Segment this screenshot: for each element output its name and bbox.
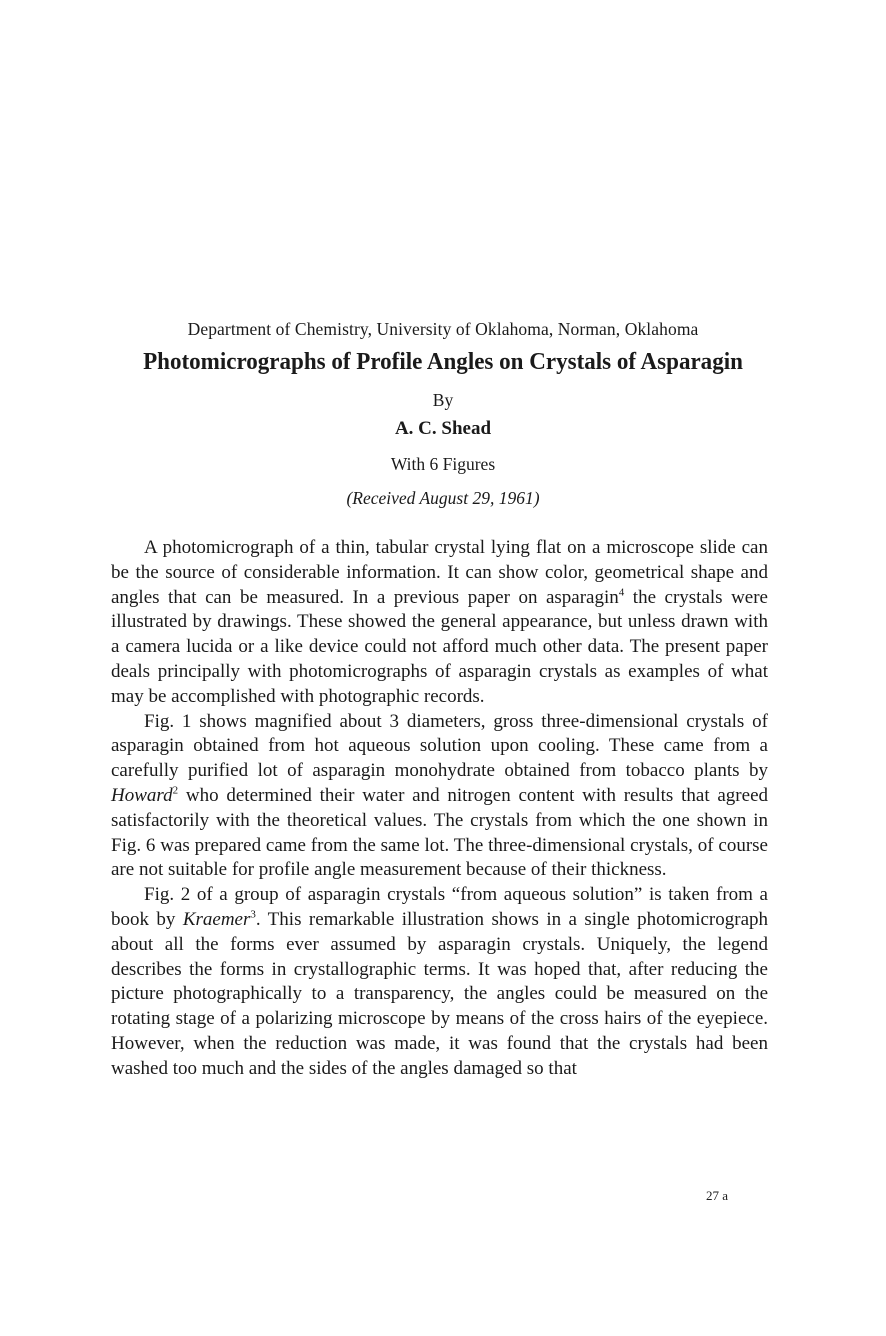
paragraph-text: Fig. 1 shows magnified about 3 diameters, gross three-dimensional crystals of asparagin obtained from hot aqueous solution upon cooling. These came from a carefully purified lot of asparagin monohydrate obtained from tobacco plants by: [111, 710, 768, 782]
paragraph-3: [111, 883, 768, 1081]
figures-note: With 6 Figures: [390, 454, 496, 474]
paragraph-text: Fig. 2 of a group of asparagin crystals “from aqueous solution” is taken from a book by: [111, 884, 768, 930]
received-date: (Received August 29, 1961): [346, 488, 540, 508]
paragraph-text: . This remarkable illustration shows in a single photomicrograph about all the forms ever assumed by asparagin crystals. Uniquely, the legend describes the forms in crystallographic terms. It was hoped that, after reducing the picture photographically to a transparency, the angles could be measured on the rotating stage of a polarizing microscope by means of the cross hairs of the eyepiece. However, when the reduction was made, it was found that the crystals had been washed too much and the sides of the angles damaged so that: [111, 908, 769, 1079]
page-folio: 27 a: [706, 1188, 729, 1203]
author-name: A. C. Shead: [394, 418, 492, 439]
cited-author: Howard: [111, 784, 173, 806]
reference-marker: 2: [172, 784, 179, 797]
affiliation: Department of Chemistry, University of Oklahoma, Norman, Oklahoma: [187, 319, 699, 339]
paragraph-1: [111, 536, 768, 710]
byline: By: [432, 390, 454, 410]
reference-marker: 4: [618, 586, 625, 599]
paragraph-text: A photomicrograph of a thin, tabular crystal lying flat on a microscope slide can be the source of considerable information. It can show color, geometrical shape and angles that can be measured. In a previous paper on asparagin: [111, 537, 768, 608]
reference-marker: 3: [250, 908, 256, 921]
paragraph-2: [111, 710, 768, 884]
paragraph-text: who determined their water and nitrogen content with results that agreed satisfactorily with the theoretical values. The crystals from which the one shown in Fig. 6 was prepared came from the same lot. The three-dimensional crystals, of course are not suitable for profile angle measurement because of their thickness.: [111, 784, 768, 881]
cited-author: Kraemer: [182, 908, 251, 930]
article-title: Photomicrographs of Profile Angles on Crystals of Asparagin: [143, 348, 743, 375]
paragraph-text: the crystals were illustrated by drawings. These showed the general appearance, but unless drawn with a camera lucida or a like device could not afford much other data. The present paper deals principally with photomicrographs of asparagin crystals as examples of what may be accomplished with photographic records.: [111, 586, 768, 707]
article-body: [111, 536, 768, 1082]
